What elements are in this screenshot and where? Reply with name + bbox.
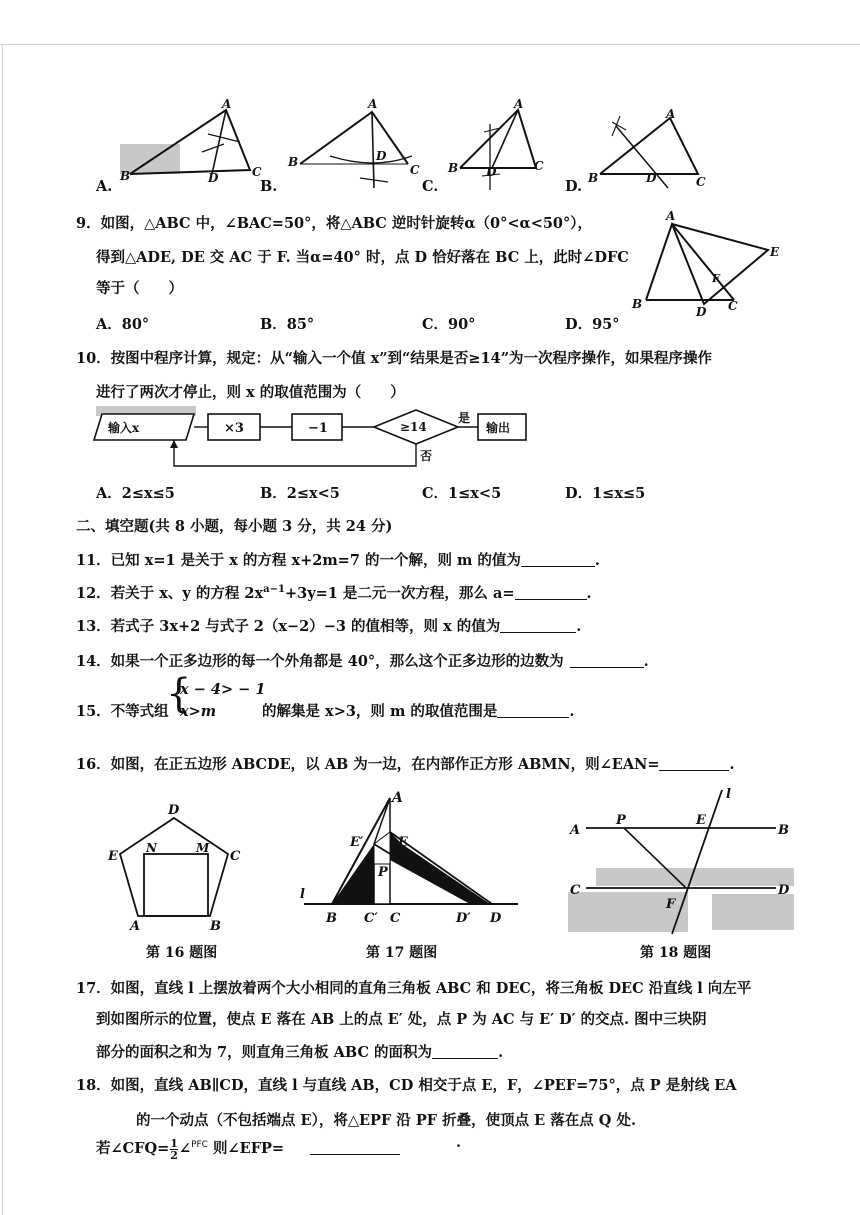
q18-answer-blank bbox=[310, 1146, 400, 1155]
fig16-pentagon-square bbox=[100, 800, 260, 936]
svg-text:F: F bbox=[712, 272, 720, 285]
q17-line-2: 到如图所示的位置，使点 E 落在 AB 上的点 E′ 处，点 P 为 AC 与 E′ D′ 的交点. 图中三块阴 bbox=[96, 1011, 707, 1028]
fig18-label-f: F bbox=[666, 897, 676, 912]
svg-text:C: C bbox=[696, 175, 706, 189]
q18-fraction-num: 1 bbox=[170, 1136, 178, 1150]
fig17-label-c-prime: C′ bbox=[364, 911, 378, 926]
q12-body-pre: 12．若关于 x、y 的方程 2x bbox=[76, 585, 264, 602]
q15-inequality-2: x>m bbox=[180, 703, 217, 720]
svg-text:A: A bbox=[514, 97, 524, 111]
svg-text:B: B bbox=[632, 297, 643, 311]
q8-option-a: A. bbox=[96, 178, 113, 195]
flow-no-label: 否 bbox=[420, 449, 433, 463]
fig18-label-b: B bbox=[778, 823, 789, 838]
fig16-label-m: M bbox=[196, 841, 210, 855]
q12-exponent: a−1 bbox=[263, 584, 285, 596]
q18-line-2: 的一个动点（不包括端点 E），将△EPF 沿 PF 折叠，使顶点 E 落在点 Q 处. bbox=[136, 1112, 637, 1129]
q18-fraction-den: 2 bbox=[170, 1148, 178, 1162]
q10-option-c: C．1≤x<5 bbox=[422, 485, 502, 502]
fig17-label-p: P bbox=[378, 865, 388, 880]
svg-text:E: E bbox=[770, 245, 780, 259]
q14-answer-blank bbox=[570, 653, 644, 668]
q12-answer-blank bbox=[515, 585, 587, 600]
q17-line-1: 17．如图，直线 l 上摆放着两个大小相同的直角三角板 ABC 和 DEC，将三角板 DEC 沿直线 l 向左平 bbox=[76, 980, 752, 997]
fig18-caption: 第 18 题图 bbox=[640, 945, 712, 961]
q16-answer-blank bbox=[659, 756, 729, 771]
q18-fraction bbox=[170, 1138, 178, 1161]
q9-option-d: D．95° bbox=[565, 316, 620, 333]
svg-text:D: D bbox=[376, 149, 387, 163]
fig17-triangles bbox=[290, 780, 530, 930]
fig16-label-a: A bbox=[130, 919, 141, 934]
svg-text:C: C bbox=[534, 159, 544, 173]
q17-line-3 bbox=[96, 1041, 503, 1062]
q13-body: 13．若式子 3x+2 与式子 2（x−2）−3 的值相等，则 x 的值为 bbox=[76, 618, 501, 635]
fig18-label-a: A bbox=[570, 823, 581, 838]
svg-text:B: B bbox=[588, 171, 599, 185]
stray-dot: . bbox=[456, 1134, 462, 1151]
q15-answer-blank bbox=[497, 703, 569, 718]
svg-text:A: A bbox=[222, 97, 232, 111]
q8-figure-a bbox=[119, 97, 262, 185]
q12-period: . bbox=[586, 585, 592, 602]
q8-option-b: B. bbox=[260, 178, 278, 195]
q18-line-3-pre: 若∠CFQ= bbox=[96, 1140, 170, 1157]
svg-text:A: A bbox=[368, 97, 378, 111]
svg-text:A: A bbox=[666, 107, 676, 121]
section-2-heading: 二、填空题(共 8 小题，每小题 3 分，共 24 分) bbox=[76, 518, 393, 535]
flow-mul-label: ×3 bbox=[224, 421, 244, 436]
q18-line-3-angle: ∠ bbox=[178, 1140, 192, 1157]
flow-yes-label: 是 bbox=[458, 411, 471, 425]
q9-figure bbox=[628, 206, 788, 318]
svg-text:B: B bbox=[288, 155, 299, 169]
q13-text bbox=[76, 615, 581, 636]
q18-line-3 bbox=[96, 1137, 400, 1161]
q15-suffix bbox=[262, 700, 574, 721]
q16-text bbox=[76, 753, 735, 774]
fig17-label-l: l bbox=[300, 887, 305, 902]
q11-body: 11．已知 x=1 是关于 x 的方程 x+2m=7 的一个解，则 m 的值为 bbox=[76, 552, 521, 569]
fig17-label-c: C bbox=[390, 911, 401, 926]
flow-sub-label: −1 bbox=[308, 421, 328, 436]
svg-text:B: B bbox=[448, 161, 459, 175]
q11-answer-blank bbox=[521, 552, 595, 567]
q15-body: 的解集是 x>3，则 m 的取值范围是 bbox=[262, 703, 498, 720]
fig17-label-a: A bbox=[392, 790, 403, 806]
q10-option-a: A．2≤x≤5 bbox=[96, 485, 175, 502]
q16-body: 16．如图，在正五边形 ABCDE，以 AB 为一边，在内部作正方形 ABMN，则∠EAN= bbox=[76, 756, 660, 773]
fig16-label-d: D bbox=[168, 803, 180, 818]
fig16-caption: 第 16 题图 bbox=[146, 945, 218, 961]
q13-period: . bbox=[576, 618, 582, 635]
q12-text bbox=[76, 582, 592, 603]
q9-line-3: 等于（ ） bbox=[96, 280, 183, 297]
q10-option-b: B．2≤x<5 bbox=[260, 485, 340, 502]
fig16-label-e: E bbox=[108, 849, 118, 864]
q15-inequality-1: x − 4> − 1 bbox=[180, 681, 266, 698]
fig17-caption: 第 17 题图 bbox=[366, 945, 438, 961]
q11-text bbox=[76, 549, 600, 570]
q15-prefix: 15．不等式组 bbox=[76, 703, 169, 720]
q9-option-a: A．80° bbox=[96, 316, 150, 333]
svg-text:D: D bbox=[696, 305, 707, 318]
q18-line-3-sup: PFC bbox=[191, 1140, 208, 1151]
q9-line-1: 9．如图，△ABC 中，∠BAC=50°，将△ABC 逆时针旋转α（0°<α<50°）， bbox=[76, 215, 593, 232]
q14-period: . bbox=[643, 653, 649, 670]
fig16-label-n: N bbox=[146, 841, 157, 855]
q10-option-d: D．1≤x≤5 bbox=[565, 485, 646, 502]
q18-line-1: 18．如图，直线 AB∥CD，直线 l 与直线 AB，CD 相交于点 E，F，∠PEF=75°，点 P 是射线 EA bbox=[76, 1077, 737, 1094]
fig18-label-p: P bbox=[616, 813, 626, 828]
q14-body: 14．如果一个正多边形的每一个外角都是 40°，那么这个正多边形的边数为 bbox=[76, 653, 564, 670]
page-left-edge bbox=[2, 44, 3, 1215]
q8-option-d: D. bbox=[565, 178, 583, 195]
svg-text:D: D bbox=[486, 165, 497, 179]
q10-line-2: 进行了两次才停止，则 x 的取值范围为（ ） bbox=[96, 384, 405, 401]
q9-line-2: 得到△ADE, DE 交 AC 于 F. 当α=40° 时，点 D 恰好落在 BC 上，此时∠DFC bbox=[96, 249, 629, 266]
q11-period: . bbox=[594, 552, 600, 569]
flow-input-label: 输入x bbox=[108, 421, 140, 435]
fig18-label-c: C bbox=[570, 883, 581, 898]
q8-figures bbox=[90, 96, 730, 196]
q10-line-1: 10．按图中程序计算，规定：从“输入一个值 x”到“结果是否≥14”为一次程序操作，如果程序操作 bbox=[76, 350, 713, 367]
q15-period: . bbox=[569, 703, 575, 720]
q12-body-post: +3y=1 是二元一次方程，那么 a= bbox=[284, 585, 515, 602]
q17-line-3-body: 部分的面积之和为 7，则直角三角板 ABC 的面积为 bbox=[96, 1044, 433, 1061]
q17-period: . bbox=[498, 1044, 504, 1061]
fig16-label-b: B bbox=[210, 919, 221, 934]
q8-figure-d bbox=[587, 107, 706, 189]
svg-text:D: D bbox=[208, 171, 219, 185]
q15-brace: { bbox=[166, 671, 192, 717]
svg-text:D: D bbox=[646, 171, 657, 185]
fig17-label-b: B bbox=[326, 911, 337, 926]
svg-text:A: A bbox=[666, 209, 676, 223]
flow-cond-label: ≥14 bbox=[400, 420, 427, 434]
q18-line-3-post: 则∠EFP= bbox=[207, 1140, 285, 1157]
svg-text:B: B bbox=[120, 169, 131, 183]
q8-figure-c bbox=[447, 97, 544, 190]
fig18-label-d: D bbox=[778, 883, 790, 898]
page-top-edge bbox=[0, 44, 860, 45]
q8-option-c: C. bbox=[422, 178, 439, 195]
q9-option-b: B．85° bbox=[260, 316, 315, 333]
fig16-label-c: C bbox=[230, 849, 241, 864]
fig17-label-e-prime: E′ bbox=[350, 835, 364, 850]
q9-option-c: C．90° bbox=[422, 316, 476, 333]
fig17-label-e: E bbox=[398, 835, 408, 850]
fig18-label-e: E bbox=[696, 813, 706, 828]
q13-answer-blank bbox=[500, 618, 576, 633]
q17-answer-blank bbox=[432, 1044, 498, 1059]
fig18-parallel-lines bbox=[562, 784, 802, 940]
q14-text bbox=[76, 650, 649, 671]
svg-text:C: C bbox=[252, 165, 262, 179]
svg-text:C: C bbox=[410, 163, 420, 177]
svg-text:C: C bbox=[728, 299, 738, 313]
q8-figure-b bbox=[287, 97, 420, 188]
q16-period: . bbox=[729, 756, 735, 773]
q10-flowchart bbox=[90, 404, 540, 470]
flow-output-label: 输出 bbox=[486, 421, 511, 435]
fig17-label-d-prime: D′ bbox=[456, 911, 471, 926]
fig18-label-l: l bbox=[726, 787, 731, 802]
fig17-label-d: D bbox=[490, 911, 502, 926]
